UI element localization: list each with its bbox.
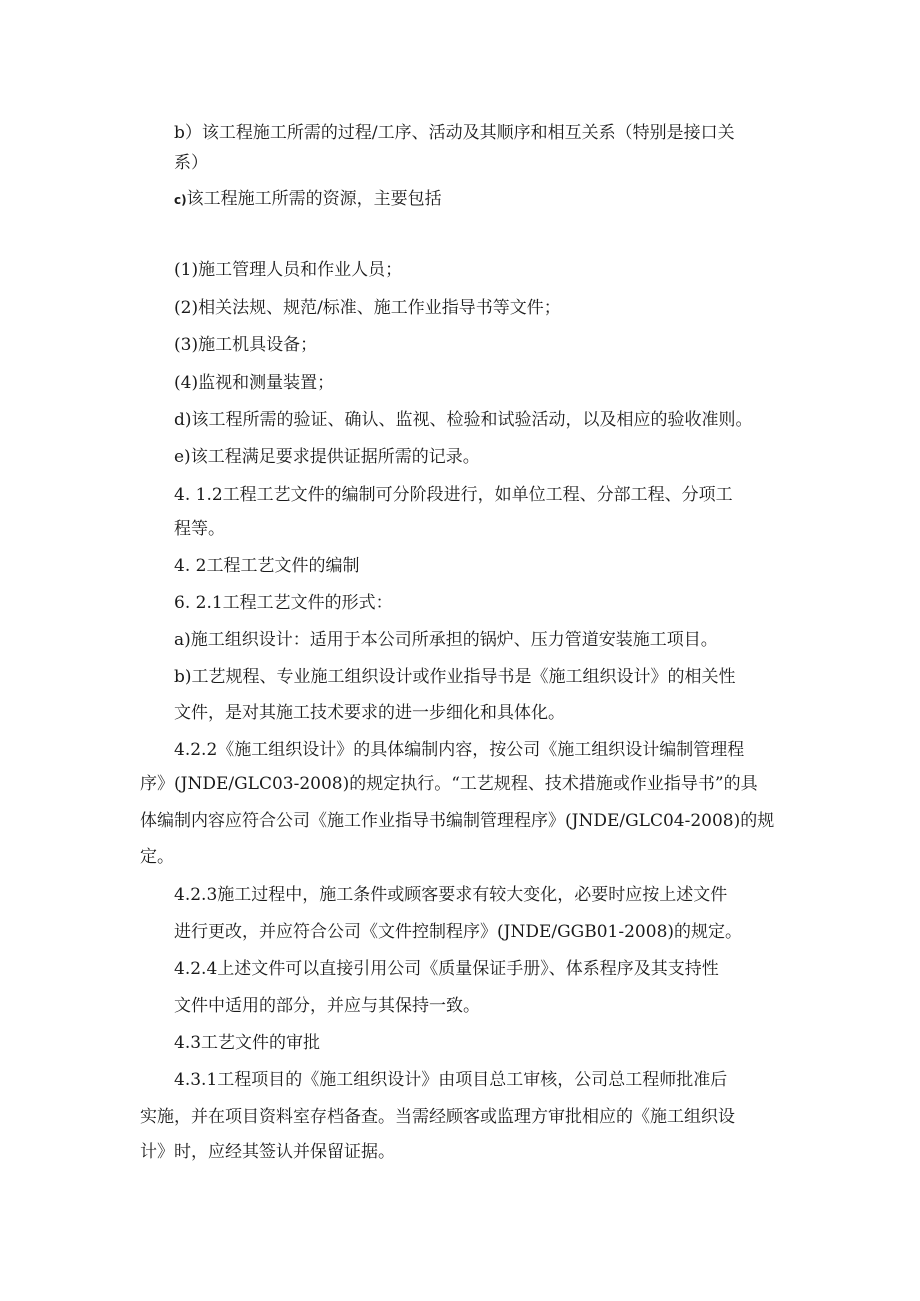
line-b-process-cont: 系） — [174, 153, 208, 173]
list-item-2: (2)相关法规、规范/标准、施工作业指导书等文件； — [174, 298, 561, 318]
line-c-text: 该工程施工所需的资源，主要包括 — [186, 189, 442, 209]
clause-4-2-2-cont-1: 序》(JNDE/GLC03-2008)的规定执行。“工艺规程、技术措施或作业指导书”的具 — [140, 774, 758, 794]
section-heading-4-3: 4.3工艺文件的审批 — [174, 1033, 321, 1053]
clause-4-2-2-cont-3: 定。 — [140, 847, 174, 867]
section-heading-4-2: 4. 2工程工艺文件的编制 — [174, 556, 360, 576]
clause-4-1-2-cont: 程等。 — [174, 519, 225, 539]
clause-4-2-2: 4.2.2《施工组织设计》的具体编制内容，按公司《施工组织设计编制管理程 — [174, 740, 745, 760]
clause-4-2-1: 6. 2.1工程工艺文件的形式： — [174, 593, 393, 613]
list-item-1: (1)施工管理人员和作业人员； — [174, 260, 403, 280]
clause-4-2-3-cont: 进行更改，并应符合公司《文件控制程序》(JNDE/GGB01-2008)的规定。 — [174, 922, 743, 942]
line-a-construction-design: a)施工组织设计：适用于本公司所承担的锅炉、压力管道安装施工项目。 — [174, 630, 718, 650]
clause-4-3-1-cont-2: 计》时，应经其签认并保留证据。 — [140, 1142, 395, 1162]
item-label-c: c) — [174, 193, 187, 207]
line-b-process-spec-cont: 文件，是对其施工技术要求的进一步细化和具体化。 — [174, 703, 565, 723]
clause-4-2-4-cont: 文件中适用的部分，并应与其保持一致。 — [174, 996, 480, 1016]
clause-4-2-3: 4.2.3施工过程中，施工条件或顾客要求有较大变化，必要时应按上述文件 — [174, 885, 728, 905]
line-d-verification: d)该工程所需的验证、确认、监视、检验和试验活动，以及相应的验收准则。 — [174, 410, 753, 430]
clause-4-3-1: 4.3.1工程项目的《施工组织设计》由项目总工审核，公司总工程师批准后 — [174, 1070, 728, 1090]
line-b-process-spec: b)工艺规程、专业施工组织设计或作业指导书是《施工组织设计》的相关性 — [174, 667, 736, 687]
line-b-process: b）该工程施工所需的过程/工序、活动及其顺序和相互关系（特别是接口关 — [174, 123, 735, 143]
clause-4-1-2: 4. 1.2工程工艺文件的编制可分阶段进行，如单位工程、分部工程、分项工 — [174, 485, 733, 505]
line-e-records: e)该工程满足要求提供证据所需的记录。 — [174, 447, 480, 467]
clause-4-3-1-cont-1: 实施，并在项目资料室存档备查。当需经顾客或监理方审批相应的《施工组织设 — [140, 1107, 735, 1127]
line-c-resources — [174, 188, 442, 210]
list-item-3: (3)施工机具设备； — [174, 335, 318, 355]
clause-4-2-2-cont-2: 体编制内容应符合公司《施工作业指导书编制管理程序》(JNDE/GLC04-2008)的规 — [140, 811, 775, 831]
clause-4-2-4: 4.2.4上述文件可以直接引用公司《质量保证手册》、体系程序及其支持性 — [174, 959, 719, 979]
list-item-4: (4)监视和测量装置； — [174, 373, 335, 393]
